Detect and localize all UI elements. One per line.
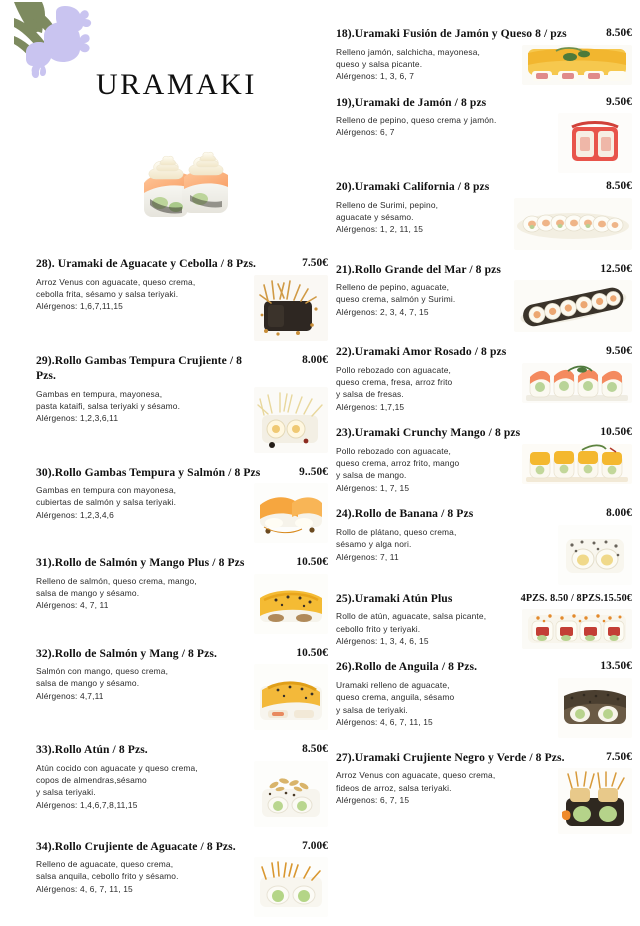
rollo-salmon-mango-plus-photo: [254, 574, 328, 634]
rollo-salmon-mango-photo: [254, 664, 328, 730]
description-line: Relleno de aguacate, queso crema,: [36, 859, 174, 869]
menu-item[interactable]: [336, 591, 632, 654]
menu-item-header: [36, 465, 328, 481]
description-line: Relleno de salmón, queso crema, mango,: [36, 575, 197, 586]
menu-item-description: [36, 761, 221, 812]
menu-item-description: [336, 609, 516, 647]
menu-item-body: [36, 387, 328, 453]
rollo-grande-del-mar-photo: [514, 280, 632, 332]
description-line: queso crema, anguila, sésamo: [336, 692, 455, 703]
menu-item-name: 34).Rollo Crujiente de Aguacate / 8 Pzs.: [36, 839, 236, 853]
menu-item-name: 19),Uramaki de Jamón / 8 pzs: [336, 95, 487, 109]
menu-item-body: [36, 483, 328, 543]
menu-item-description: [336, 113, 521, 139]
menu-item-price: 8.50€: [302, 743, 328, 755]
allergens-line: Alérgenos: 7, 11: [336, 551, 399, 562]
allergens-line: Alérgenos: 1,6,7,11,15: [36, 301, 123, 312]
menu-item-body: [336, 113, 632, 173]
menu-item-body: [36, 664, 328, 730]
allergens-line: Alérgenos: 1, 3, 6, 7: [336, 71, 415, 82]
menu-item-body: [36, 761, 328, 827]
menu-item-price: 7.00€: [302, 839, 328, 852]
description-line: queso y salsa picante.: [336, 58, 423, 69]
description-line: Pollo rebozado con aguacate,: [336, 364, 452, 375]
menu-item-description: [336, 363, 516, 414]
menu-item-name: 28). Uramaki de Aguacate y Cebolla / 8 Pzs.: [36, 257, 257, 270]
uramaki-fusion-jamon-queso-photo: [522, 45, 632, 85]
description-line: Uramaki relleno de aguacate,: [336, 679, 450, 690]
menu-item-name: 29).Rollo Gambas Tempura Crujiente / 8 Pzs.: [36, 353, 243, 382]
menu-item-header: [36, 256, 328, 272]
description-line: Relleno de pepino, aguacate,: [336, 282, 450, 292]
menu-item-description: [336, 444, 516, 495]
description-line: Pollo rebozado con aguacate,: [336, 445, 452, 456]
description-line: y salsa de teriyaki.: [336, 704, 408, 715]
menu-item[interactable]: [336, 344, 632, 413]
uramaki-jamon-photo: [558, 113, 632, 173]
menu-item-name: 25).Uramaki Atún Plus: [336, 591, 453, 605]
menu-item-description: [336, 678, 521, 729]
menu-item-description: [36, 857, 221, 895]
description-line: Salmón con mango, queso crema,: [36, 666, 169, 676]
description-line: Relleno de Surimi, pepino,: [336, 199, 439, 210]
menu-item-header: [336, 344, 632, 360]
menu-item-name: 27).Uramaki Crujiente Negro y Verde / 8 Pzs.: [336, 750, 565, 764]
menu-item[interactable]: [336, 425, 632, 494]
description-line: pasta kataifi, salsa teriyaki y sésamo.: [36, 400, 181, 411]
menu-item[interactable]: [36, 646, 328, 731]
menu-item[interactable]: [336, 262, 632, 333]
menu-item-header: [336, 425, 632, 441]
menu-item-body: [336, 609, 632, 653]
menu-item[interactable]: [336, 26, 632, 89]
menu-item-price: 9.50€: [606, 345, 632, 357]
menu-item[interactable]: [336, 750, 632, 835]
rollo-crujiente-aguacate-photo: [254, 857, 328, 917]
menu-item-body: [336, 768, 632, 834]
menu-item-name: 23).Uramaki Crunchy Mango / 8 pzs: [336, 426, 521, 440]
description-line: Relleno jamón, salchicha, mayonesa,: [336, 46, 480, 57]
rollo-atun-photo: [254, 761, 328, 827]
uramaki-atun-plus-photo: [522, 609, 632, 649]
menu-item-price: 8.50€: [606, 180, 632, 192]
menu-item-header: [36, 839, 328, 855]
menu-item-body: [36, 275, 328, 341]
menu-item-name: 32).Rollo de Salmón y Mang / 8 Pzs.: [36, 646, 217, 660]
uramaki-hero-photo: [130, 125, 242, 230]
menu-item[interactable]: [336, 659, 632, 738]
description-line: Relleno de pepino, queso crema y jamón.: [336, 115, 497, 125]
menu-item-description: [36, 275, 221, 313]
menu-item-body: [36, 574, 328, 634]
menu-item-body: [336, 444, 632, 495]
menu-item-price: 9.50€: [606, 95, 632, 108]
menu-item-body: [336, 45, 632, 89]
rollo-anguila-photo: [558, 678, 632, 738]
description-line: queso crema, salmón y Surimi.: [336, 294, 456, 305]
menu-item-header: [336, 506, 632, 522]
allergens-line: Alérgenos: 1,2,3,6,11: [36, 413, 119, 424]
menu-item-price: 10.50€: [296, 556, 328, 568]
menu-item-price: 8.00€: [606, 507, 632, 520]
menu-item-name: 30).Rollo Gambas Tempura y Salmón / 8 Pzs: [36, 465, 261, 479]
menu-item-name: 26).Rollo de Anguila / 8 Pzs.: [336, 660, 478, 674]
menu-item-body: [336, 280, 632, 332]
description-line: salsa de mango y sésamo.: [36, 678, 140, 689]
menu-item-price: 7.50€: [606, 750, 632, 763]
allergens-line: Alérgenos: 4, 6, 7, 11, 15: [36, 883, 133, 894]
allergens-line: Alérgenos: 1, 3, 4, 6, 15: [336, 636, 429, 647]
allergens-line: Alérgenos: 1, 2, 11, 15: [336, 224, 424, 235]
menu-item-price: 4PZS. 8.50 / 8PZS.15.50€: [520, 592, 632, 604]
menu-item-body: [36, 857, 328, 917]
allergens-line: Alérgenos: 6, 7, 15: [336, 795, 410, 806]
menu-item-header: [36, 742, 328, 758]
menu-item-header: [336, 659, 632, 675]
description-line: sésamo y alga nori.: [336, 539, 412, 550]
description-line: aguacate y sésamo.: [336, 211, 414, 222]
menu-item-body: [336, 363, 632, 414]
uramaki-amor-rosado-photo: [522, 363, 632, 403]
menu-item-price: 9..50€: [299, 465, 328, 478]
menu-item-description: [36, 483, 221, 521]
menu-item-description: [336, 768, 521, 806]
menu-item-description: [36, 387, 221, 425]
menu-item-name: 22).Uramaki Amor Rosado / 8 pzs: [336, 345, 507, 358]
description-line: Arroz Venus con aguacate, queso crema,: [336, 770, 496, 781]
description-line: y salsa teriyaki.: [36, 787, 96, 798]
menu-item-name: 24).Rollo de Banana / 8 Pzs: [336, 507, 474, 521]
description-line: salsa anquila, cebollo frito y sésamo.: [36, 871, 179, 882]
description-line: cubiertas de salmón y salsa teriyaki.: [36, 497, 177, 508]
uramaki-crujiente-negro-verde-photo: [558, 768, 632, 834]
menu-item-header: [336, 750, 632, 766]
menu-item-description: [36, 574, 221, 612]
description-line: copos de almendras,sésamo: [36, 774, 147, 785]
description-line: y salsa de mango.: [336, 470, 407, 481]
menu-item-name: 31).Rollo de Salmón y Mango Plus / 8 Pzs: [36, 556, 245, 569]
description-line: cebolla frita, sésamo y salsa teriyaki.: [36, 288, 179, 299]
uramaki-aguacate-cebolla-photo: [254, 275, 328, 341]
menu-item-name: 20).Uramaki California / 8 pzs: [336, 180, 490, 193]
uramaki-california-photo: [514, 198, 632, 250]
menu-item-body: [336, 678, 632, 738]
description-line: queso crema, fresa, arroz frito: [336, 376, 453, 387]
description-line: y salsa de fresas.: [336, 389, 404, 400]
rollo-gambas-tempura-crujiente-photo: [254, 387, 328, 453]
description-line: Gambas en tempura con mayonesa,: [36, 485, 177, 495]
menu-item[interactable]: [36, 256, 328, 341]
menu-item-header: [36, 555, 328, 571]
menu-item-header: [36, 353, 328, 384]
uramaki-crunchy-mango-photo: [522, 444, 632, 484]
allergens-line: Alérgenos: 6, 7: [336, 127, 395, 138]
menu-item-header: [336, 591, 632, 607]
description-line: Arroz Venus con aguacate, queso crema,: [36, 276, 196, 287]
menu-item[interactable]: [336, 506, 632, 585]
menu-item-description: [336, 198, 508, 236]
menu-item-price: 8.00€: [302, 353, 328, 366]
description-line: Atún cocido con aguacate y queso crema,: [36, 762, 198, 773]
allergens-line: Alérgenos: 4, 7, 11: [36, 600, 109, 611]
menu-item-description: [336, 45, 516, 83]
allergens-line: Alérgenos: 2, 3, 4, 7, 15: [336, 306, 429, 317]
menu-item[interactable]: [36, 555, 328, 634]
menu-item-header: [336, 26, 632, 42]
rollo-gambas-tempura-salmon-photo: [254, 483, 328, 543]
menu-item-price: 12.50€: [600, 262, 632, 275]
description-line: Gambas en tempura, mayonesa,: [36, 388, 163, 399]
menu-item-body: [336, 198, 632, 250]
right-menu-column: [336, 26, 632, 843]
menu-item-description: [336, 525, 521, 563]
menu-item[interactable]: [36, 742, 328, 827]
menu-item-header: [36, 646, 328, 662]
description-line: queso crema, arroz frito, mango: [336, 458, 460, 469]
rollo-banana-photo: [558, 525, 632, 585]
menu-item[interactable]: [36, 839, 328, 918]
allergens-line: Alérgenos: 1,2,3,4,6: [36, 509, 114, 520]
menu-item-price: 10.50€: [600, 426, 632, 439]
menu-item-header: [336, 262, 632, 278]
menu-item-header: [336, 179, 632, 195]
description-line: cebollo frito y teriyaki.: [336, 623, 421, 634]
allergens-line: Alérgenos: 1,4,6,7,8,11,15: [36, 799, 138, 810]
menu-item-description: [336, 280, 508, 318]
menu-item-name: 21).Rollo Grande del Mar / 8 pzs: [336, 262, 501, 276]
floral-tulip-logo: [12, 0, 108, 92]
menu-item-price: 10.50€: [296, 646, 328, 659]
menu-item-description: [36, 664, 221, 702]
menu-item-name: 18).Uramaki Fusión de Jamón y Queso 8 / pzs: [336, 27, 567, 40]
allergens-line: Alérgenos: 1, 7, 15: [336, 482, 410, 493]
allergens-line: Alérgenos: 4,7,11: [36, 690, 104, 701]
menu-item[interactable]: [36, 353, 328, 453]
description-line: Rollo de atún, aguacate, salsa picante,: [336, 611, 487, 622]
page-title: URAMAKI: [96, 68, 257, 101]
menu-item-price: 13.50€: [600, 660, 632, 673]
menu-item-body: [336, 525, 632, 585]
menu-item[interactable]: [336, 179, 632, 250]
menu-item[interactable]: [336, 95, 632, 174]
menu-item-price: 7.50€: [302, 257, 328, 269]
allergens-line: Alérgenos: 4, 6, 7, 11, 15: [336, 716, 433, 727]
description-line: salsa de mango y sésamo.: [36, 587, 140, 598]
menu-item[interactable]: [36, 465, 328, 544]
left-menu-column: [36, 256, 328, 926]
allergens-line: Alérgenos: 1,7,15: [336, 401, 405, 412]
description-line: fideos de arroz, salsa teriyaki.: [336, 782, 452, 793]
menu-item-header: [336, 95, 632, 111]
menu-item-price: 8.50€: [606, 27, 632, 39]
description-line: Rollo de plátano, queso crema,: [336, 526, 457, 537]
menu-item-name: 33).Rollo Atún / 8 Pzs.: [36, 743, 148, 756]
